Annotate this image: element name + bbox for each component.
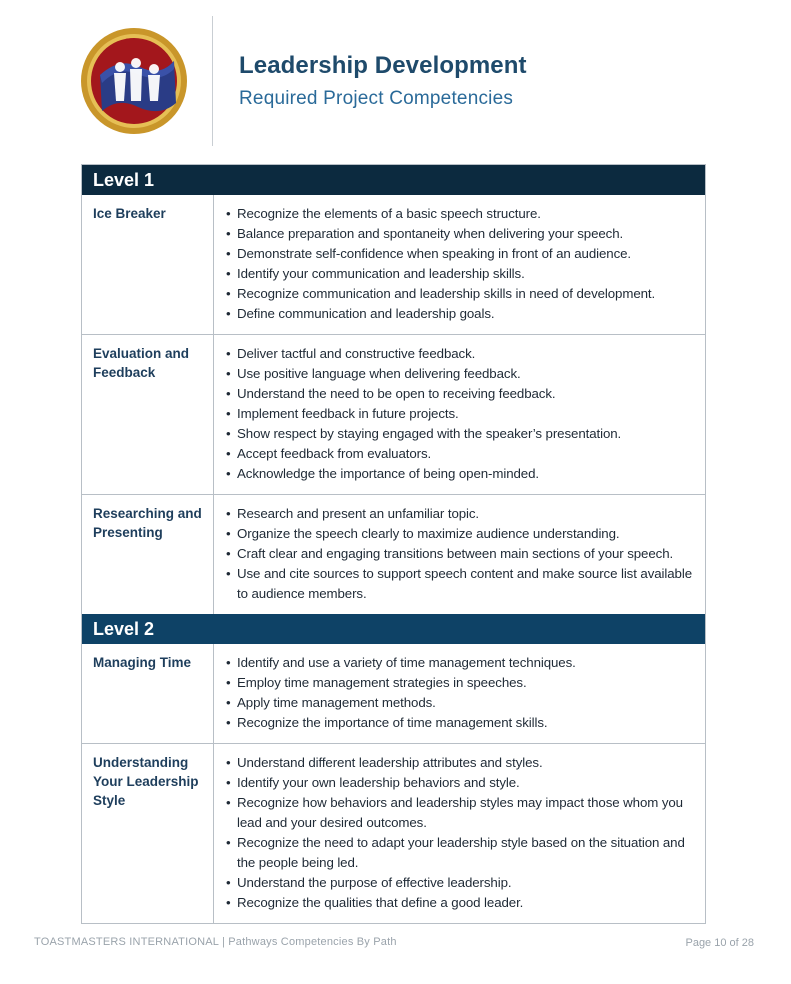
project-name: Understanding Your Leadership Style xyxy=(82,744,214,923)
competency-list xyxy=(214,644,705,743)
footer-document-label: TOASTMASTERS INTERNATIONAL | Pathways Competencies By Path xyxy=(34,936,397,948)
competency-item: • Accept feedback from evaluators. xyxy=(226,444,697,464)
competency-item: • Recognize the importance of time management skills. xyxy=(226,713,697,733)
competency-item: • Identify your communication and leadership skills. xyxy=(226,264,697,284)
competency-item: • Recognize the elements of a basic speech structure. xyxy=(226,204,697,224)
project-row-evaluation-and-feedback xyxy=(82,334,705,494)
competency-list xyxy=(214,744,705,923)
competency-item: • Demonstrate self-confidence when speaking in front of an audience. xyxy=(226,244,697,264)
competency-item: • Understand different leadership attributes and styles. xyxy=(226,753,697,773)
competency-item: • Recognize communication and leadership skills in need of development. xyxy=(226,284,697,304)
competency-item: • Employ time management strategies in speeches. xyxy=(226,673,697,693)
competency-item: • Understand the need to be open to receiving feedback. xyxy=(226,384,697,404)
competency-item: • Recognize the need to adapt your leadership style based on the situation and the people being led. xyxy=(226,833,697,873)
project-name: Researching and Presenting xyxy=(82,495,214,614)
competency-item: • Implement feedback in future projects. xyxy=(226,404,697,424)
project-name: Ice Breaker xyxy=(82,195,214,334)
competency-item: • Recognize how behaviors and leadership styles may impact those whom you lead and your desired outcomes. xyxy=(226,793,697,833)
competency-item: • Define communication and leadership goals. xyxy=(226,304,697,324)
competency-list xyxy=(214,195,705,334)
competency-item: • Use positive language when delivering feedback. xyxy=(226,364,697,384)
project-name: Managing Time xyxy=(82,644,214,743)
project-row-ice-breaker xyxy=(82,195,705,334)
competency-item: • Research and present an unfamiliar topic. xyxy=(226,504,697,524)
competency-item: • Apply time management methods. xyxy=(226,693,697,713)
toastmasters-pathways-emblem-icon xyxy=(80,27,188,135)
competency-list xyxy=(214,495,705,614)
page-subtitle: Required Project Competencies xyxy=(239,88,514,109)
competency-item: • Craft clear and engaging transitions between main sections of your speech. xyxy=(226,544,697,564)
level-heading: Level 1 xyxy=(82,165,705,195)
competency-item: • Identify your own leadership behaviors and style. xyxy=(226,773,697,793)
header-divider xyxy=(212,16,213,146)
competency-item: • Balance preparation and spontaneity when delivering your speech. xyxy=(226,224,697,244)
competency-item: • Organize the speech clearly to maximize audience understanding. xyxy=(226,524,697,544)
project-name: Evaluation and Feedback xyxy=(82,335,214,494)
competency-item: • Show respect by staying engaged with the speaker’s presentation. xyxy=(226,424,697,444)
competency-item: • Understand the purpose of effective leadership. xyxy=(226,873,697,893)
project-row-understanding-your-leadership-style xyxy=(82,743,705,923)
page-title: Leadership Development xyxy=(239,52,527,79)
level-heading: Level 2 xyxy=(82,614,705,644)
competency-item: • Acknowledge the importance of being open-minded. xyxy=(226,464,697,484)
competency-list xyxy=(214,335,705,494)
competency-item: • Use and cite sources to support speech content and make source list available to audience members. xyxy=(226,564,697,604)
competency-item: • Recognize the qualities that define a good leader. xyxy=(226,893,697,913)
footer-page-number: Page 10 of 28 xyxy=(685,937,754,949)
competency-item: • Identify and use a variety of time management techniques. xyxy=(226,653,697,673)
project-row-managing-time xyxy=(82,644,705,743)
competency-item: • Deliver tactful and constructive feedback. xyxy=(226,344,697,364)
project-row-researching-and-presenting xyxy=(82,494,705,614)
competencies-table xyxy=(81,164,706,924)
